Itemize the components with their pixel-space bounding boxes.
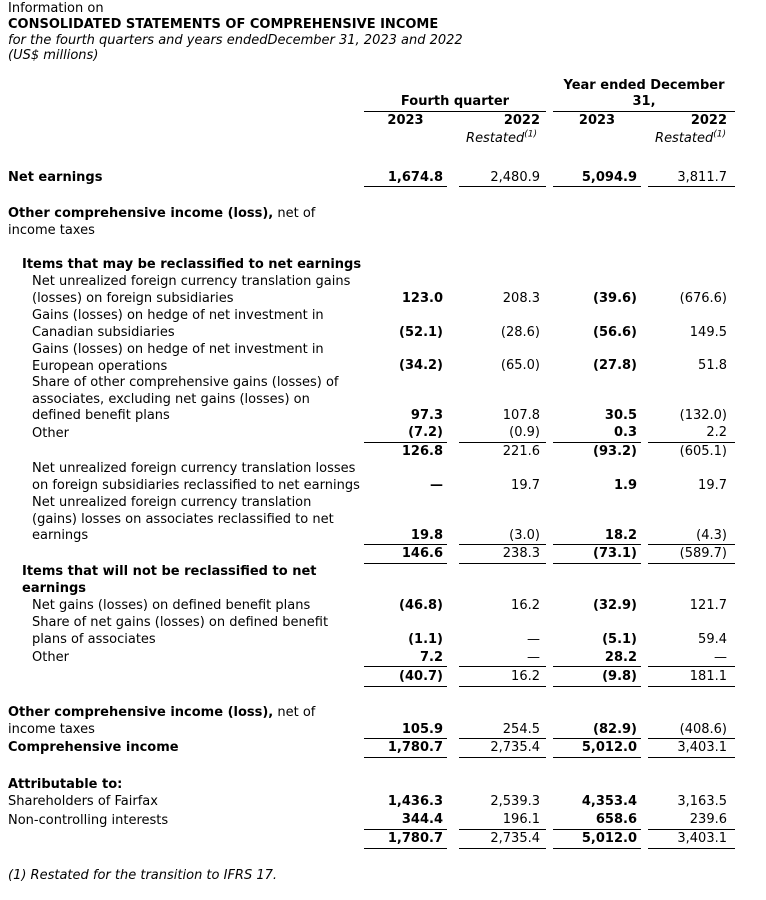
rule bbox=[553, 848, 641, 849]
footnote-ref: (1) bbox=[524, 129, 537, 140]
footnote-ref: (1) bbox=[713, 129, 726, 140]
cell: (5.1) bbox=[602, 632, 637, 647]
cell: 18.2 bbox=[604, 528, 637, 543]
rule bbox=[553, 442, 641, 443]
cell: 97.3 bbox=[410, 408, 443, 423]
subtotal-cell: 221.6 bbox=[502, 444, 540, 459]
rule bbox=[648, 829, 735, 830]
rule bbox=[648, 563, 735, 564]
row-label-fx-losses-reclassified: Net unrealized foreign currency translation losses on foreign subsidiaries reclassified to net earnings bbox=[32, 461, 360, 493]
cell: 1,674.8 bbox=[387, 170, 443, 185]
cell: 3,403.1 bbox=[677, 740, 727, 755]
section-header-may-reclassify: Items that may be reclassified to net earnings bbox=[22, 257, 362, 272]
col-header-q4-2022: 2022 bbox=[503, 113, 540, 128]
rule bbox=[648, 186, 735, 187]
rule bbox=[648, 666, 735, 667]
rule bbox=[648, 544, 735, 545]
rule bbox=[553, 686, 641, 687]
cell: 196.1 bbox=[502, 812, 540, 827]
cell: 19.8 bbox=[410, 528, 443, 543]
rule bbox=[459, 829, 546, 830]
rule bbox=[648, 848, 735, 849]
rule bbox=[364, 738, 447, 739]
cell: 3,163.5 bbox=[677, 794, 727, 809]
oci-bold: Other comprehensive income (loss), bbox=[8, 206, 274, 221]
rule bbox=[459, 666, 546, 667]
cell: (65.0) bbox=[500, 358, 540, 373]
subtotal-cell: (93.2) bbox=[593, 444, 637, 459]
rule bbox=[553, 829, 641, 830]
cell: (3.0) bbox=[509, 528, 540, 543]
rule bbox=[364, 757, 447, 758]
cell: 2,480.9 bbox=[490, 170, 540, 185]
cell: 1,780.7 bbox=[387, 740, 443, 755]
header-intro: Information on bbox=[8, 1, 104, 16]
cell: — bbox=[527, 650, 540, 665]
cell: (676.6) bbox=[679, 291, 727, 306]
rule bbox=[553, 666, 641, 667]
column-group-year-ended-line1: Year ended December bbox=[563, 78, 725, 93]
cell: 2.2 bbox=[706, 425, 727, 440]
row-label-net-earnings: Net earnings bbox=[8, 170, 103, 185]
cell: 28.2 bbox=[604, 650, 637, 665]
restated-text: Restated bbox=[655, 131, 714, 146]
rule bbox=[553, 738, 641, 739]
row-label-db-plans: Net gains (losses) on defined benefit plans bbox=[32, 598, 311, 613]
row-label-share-associates: Share of other comprehensive gains (losses) of associates, excluding net gains (losses) on defined benefit plans bbox=[32, 375, 339, 423]
oci-rest: net of income taxes bbox=[8, 206, 316, 238]
col-header-q4-2023: 2023 bbox=[387, 113, 424, 128]
rule bbox=[553, 563, 641, 564]
column-group-underline bbox=[364, 111, 546, 112]
section-header-attributable: Attributable to: bbox=[8, 777, 123, 792]
rule bbox=[553, 757, 641, 758]
row-label-oci-total bbox=[8, 705, 328, 738]
cell: — bbox=[430, 478, 443, 493]
cell: (0.9) bbox=[509, 425, 540, 440]
subtotal-cell: 181.1 bbox=[689, 669, 727, 684]
cell: 1.9 bbox=[613, 478, 637, 493]
rule bbox=[553, 186, 641, 187]
column-group-fourth-quarter: Fourth quarter bbox=[400, 94, 510, 109]
cell: 0.3 bbox=[613, 425, 637, 440]
cell: (28.6) bbox=[500, 325, 540, 340]
rule bbox=[364, 686, 447, 687]
cell: 5,094.9 bbox=[581, 170, 637, 185]
rule bbox=[648, 686, 735, 687]
units-note: (US$ millions) bbox=[8, 48, 99, 63]
restated-text: Restated bbox=[466, 131, 525, 146]
rule bbox=[364, 186, 447, 187]
row-label-share-db-associates: Share of net gains (losses) on defined benefit plans of associates bbox=[32, 615, 329, 647]
row-label-fx-associates-reclassified: Net unrealized foreign currency translation (gains) losses on associates reclassified to net earnings bbox=[32, 495, 334, 543]
cell: (27.8) bbox=[593, 358, 637, 373]
cell: 344.4 bbox=[401, 812, 443, 827]
subtotal-cell: 16.2 bbox=[511, 669, 540, 684]
rule bbox=[364, 442, 447, 443]
cell: (4.3) bbox=[696, 528, 727, 543]
cell: 19.7 bbox=[511, 478, 540, 493]
row-label-nci: Non-controlling interests bbox=[8, 813, 169, 828]
rule bbox=[364, 666, 447, 667]
rule bbox=[364, 829, 447, 830]
subtotal-cell: 146.6 bbox=[401, 546, 443, 561]
row-label-other: Other bbox=[32, 650, 69, 665]
cell: (132.0) bbox=[679, 408, 727, 423]
col-header-year-2022: 2022 bbox=[690, 113, 727, 128]
cell: 30.5 bbox=[604, 408, 637, 423]
subtotal-cell: (9.8) bbox=[602, 669, 637, 684]
cell: 239.6 bbox=[689, 812, 727, 827]
subtotal-cell: 126.8 bbox=[401, 444, 443, 459]
oci-bold: Other comprehensive income (loss), bbox=[8, 705, 274, 720]
cell: 254.5 bbox=[502, 722, 540, 737]
cell: 4,353.4 bbox=[581, 794, 637, 809]
total-cell: 1,780.7 bbox=[387, 831, 443, 846]
row-label-shareholders: Shareholders of Fairfax bbox=[8, 794, 158, 809]
cell: (32.9) bbox=[593, 598, 637, 613]
cell: 123.0 bbox=[401, 291, 443, 306]
rule bbox=[459, 757, 546, 758]
rule bbox=[459, 848, 546, 849]
oci-rest: net of income taxes bbox=[8, 705, 316, 737]
cell: (39.6) bbox=[593, 291, 637, 306]
rule bbox=[459, 563, 546, 564]
restated-label-q4 bbox=[459, 131, 537, 147]
rule bbox=[553, 544, 641, 545]
section-header-not-reclassify: Items that will not be reclassified to net earnings bbox=[22, 564, 317, 596]
subtotal-cell: (605.1) bbox=[679, 444, 727, 459]
rule bbox=[648, 738, 735, 739]
cell: — bbox=[714, 650, 727, 665]
rule bbox=[648, 442, 735, 443]
cell: — bbox=[527, 632, 540, 647]
subtotal-cell: (40.7) bbox=[399, 669, 443, 684]
subtotal-cell: 238.3 bbox=[502, 546, 540, 561]
cell: 149.5 bbox=[689, 325, 727, 340]
cell: (46.8) bbox=[399, 598, 443, 613]
section-header-oci bbox=[8, 206, 328, 239]
cell: (82.9) bbox=[593, 722, 637, 737]
cell: 208.3 bbox=[502, 291, 540, 306]
subtotal-cell: (73.1) bbox=[593, 546, 637, 561]
row-label-hedge-european: Gains (losses) on hedge of net investment in European operations bbox=[32, 342, 324, 374]
footnote: (1) Restated for the transition to IFRS 17. bbox=[8, 868, 278, 883]
statement-title: CONSOLIDATED STATEMENTS OF COMPREHENSIVE INCOME bbox=[8, 17, 439, 32]
cell: 658.6 bbox=[595, 812, 637, 827]
cell: 7.2 bbox=[419, 650, 443, 665]
cell: 59.4 bbox=[698, 632, 727, 647]
rule bbox=[459, 544, 546, 545]
column-group-underline bbox=[553, 111, 735, 112]
cell: 5,012.0 bbox=[581, 740, 637, 755]
cell: (52.1) bbox=[399, 325, 443, 340]
row-label-fx-translation: Net unrealized foreign currency translation gains (losses) on foreign subsidiaries bbox=[32, 274, 351, 306]
rule bbox=[459, 186, 546, 187]
row-label-hedge-canadian: Gains (losses) on hedge of net investment in Canadian subsidiaries bbox=[32, 308, 324, 340]
rule bbox=[364, 563, 447, 564]
cell: 1,436.3 bbox=[387, 794, 443, 809]
cell: (7.2) bbox=[408, 425, 443, 440]
col-header-year-2023: 2023 bbox=[578, 113, 616, 128]
cell: (56.6) bbox=[593, 325, 637, 340]
rule bbox=[459, 738, 546, 739]
cell: 16.2 bbox=[511, 598, 540, 613]
subtotal-cell: (589.7) bbox=[679, 546, 727, 561]
cell: 51.8 bbox=[698, 358, 727, 373]
rule bbox=[459, 442, 546, 443]
rule bbox=[459, 686, 546, 687]
cell: 2,735.4 bbox=[490, 740, 540, 755]
row-label-comprehensive-income: Comprehensive income bbox=[8, 740, 179, 755]
total-cell: 2,735.4 bbox=[490, 831, 540, 846]
total-cell: 3,403.1 bbox=[677, 831, 727, 846]
cell: 107.8 bbox=[502, 408, 540, 423]
total-cell: 5,012.0 bbox=[581, 831, 637, 846]
cell: (1.1) bbox=[408, 632, 443, 647]
cell: (408.6) bbox=[679, 722, 727, 737]
rule bbox=[648, 757, 735, 758]
column-group-year-ended-line2: 31, bbox=[632, 94, 656, 109]
rule bbox=[364, 544, 447, 545]
cell: (34.2) bbox=[399, 358, 443, 373]
cell: 19.7 bbox=[698, 478, 727, 493]
statement-subtitle: for the fourth quarters and years endedDecember 31, 2023 and 2022 bbox=[8, 33, 463, 48]
row-label-other: Other bbox=[32, 426, 69, 441]
cell: 2,539.3 bbox=[490, 794, 540, 809]
rule bbox=[364, 848, 447, 849]
restated-label-year bbox=[648, 131, 726, 147]
cell: 3,811.7 bbox=[677, 170, 727, 185]
cell: 105.9 bbox=[401, 722, 443, 737]
cell: 121.7 bbox=[689, 598, 727, 613]
